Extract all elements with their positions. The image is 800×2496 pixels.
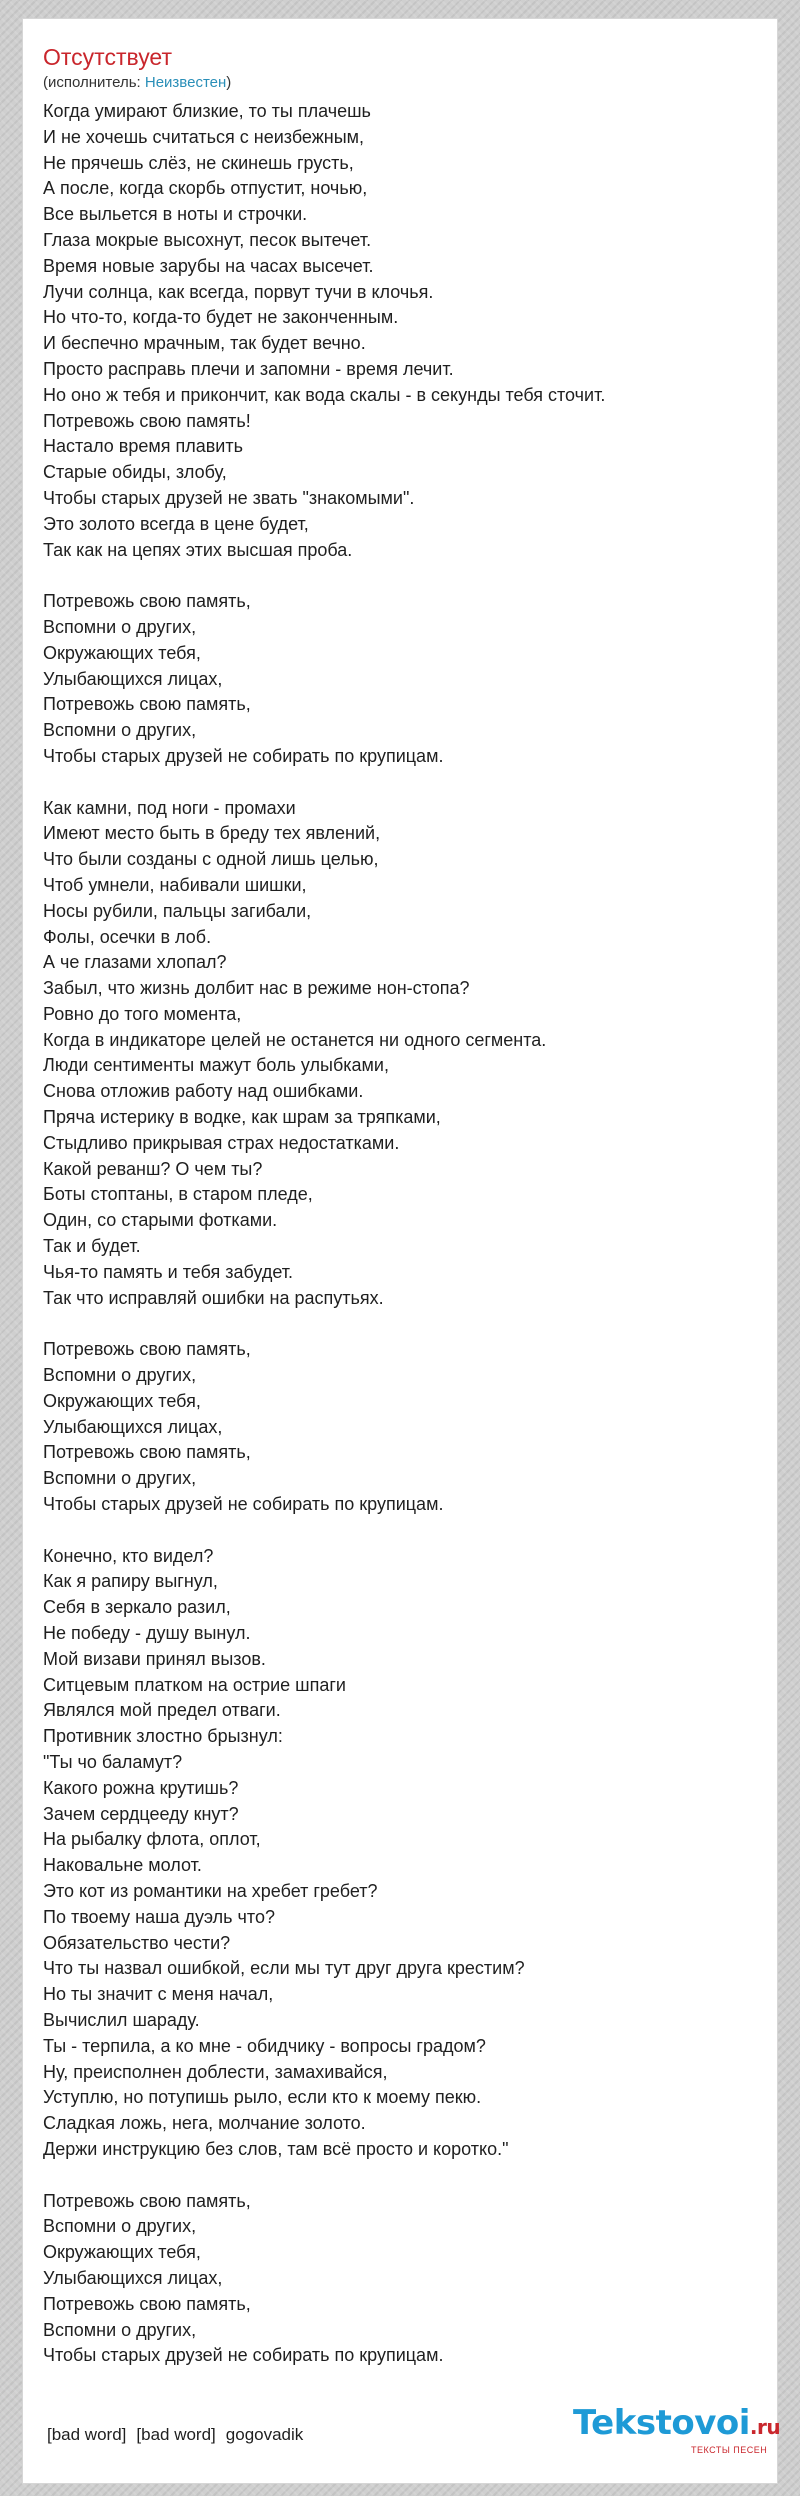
lyrics-line: А после, когда скорбь отпустит, ночью, — [43, 178, 368, 199]
lyrics-line: Наковальне молот. — [43, 1855, 202, 1876]
lyrics-line: Вспомни о других, — [43, 1365, 197, 1386]
lyrics-line: Это золото всегда в цене будет, — [43, 513, 309, 534]
lyrics-line: Старые обиды, злобу, — [43, 462, 227, 483]
lyrics-line: Конечно, кто видел? — [43, 1545, 214, 1566]
lyrics-line: Потревожь свою память, — [43, 2190, 251, 2211]
lyrics-line: Стыдливо прикрывая страх недостатками. — [43, 1132, 400, 1153]
lyrics-line: Настало время плавить — [43, 436, 243, 457]
tags-row — [47, 2423, 313, 2447]
lyrics-line: Чтоб умнели, набивали шишки, — [43, 874, 307, 895]
lyrics-line: На рыбалку флота, оплот, — [43, 1829, 261, 1850]
lyrics-line: По твоему наша дуэль что? — [43, 1906, 275, 1927]
lyrics-line: Уступлю, но потупишь рыло, если кто к моему пекю. — [43, 2087, 482, 2108]
lyrics-line: Зачем сердцееду кнут? — [43, 1803, 239, 1824]
lyrics-line: Но ты значит с меня начал, — [43, 1984, 274, 2005]
lyrics-line: Обязательство чести? — [43, 1932, 231, 1953]
logo-wordmark — [573, 2403, 780, 2443]
performer-link[interactable]: Неизвестен — [144, 74, 227, 91]
lyrics-line: Окружающих тебя, — [43, 2242, 201, 2263]
lyrics-line: Пряча истерику в водке, как шрам за тряпками, — [43, 1107, 441, 1128]
lyrics-line: А че глазами хлопал? — [43, 952, 227, 973]
lyrics-blank-line — [43, 563, 743, 589]
lyrics-blank-line — [43, 2163, 743, 2189]
lyrics-text — [43, 99, 743, 2369]
lyrics-line: Глаза мокрые высохнут, песок вытечет. — [43, 229, 372, 250]
lyrics-line: Но оно ж тебя и прикончит, как вода скалы - в секунды тебя сточит. — [43, 384, 606, 405]
lyrics-line: Что были созданы с одной лишь целью, — [43, 849, 379, 870]
performer-suffix: ) — [226, 74, 232, 91]
lyrics-line: Просто расправь плечи и запомни - время лечит. — [43, 358, 454, 379]
lyrics-line: Так как на цепях этих высшая проба. — [43, 539, 353, 560]
lyrics-card — [22, 18, 781, 2484]
lyrics-line: Сладкая ложь, нега, молчание золото. — [43, 2113, 366, 2134]
lyrics-line: Потревожь свою память, — [43, 1339, 251, 1360]
lyrics-line: Противник злостно брызнул: — [43, 1726, 283, 1747]
lyrics-line: Окружающих тебя, — [43, 1390, 201, 1411]
lyrics-line: Забыл, что жизнь долбит нас в режиме нон-стопа? — [43, 978, 470, 999]
lyrics-line: Чья-то память и тебя забудет. — [43, 1261, 293, 1282]
lyrics-line: Фолы, осечки в лоб. — [43, 926, 212, 947]
lyrics-line: Ситцевым платком на острие шпаги — [43, 1674, 346, 1695]
lyrics-line: "Ты чо баламут? — [43, 1752, 183, 1772]
lyrics-line: Ну, преисполнен доблести, замахивайся, — [43, 2061, 388, 2082]
lyrics-line: Потревожь свою память! — [43, 410, 251, 431]
lyrics-line: Улыбающихся лицах, — [43, 1416, 223, 1437]
logo-name: Tekstovoi — [573, 2403, 750, 2443]
lyrics-line: И не хочешь считаться с неизбежным, — [43, 126, 365, 147]
lyrics-line: Это кот из романтики на хребет гребет? — [43, 1880, 378, 1901]
lyrics-line: Вспомни о других, — [43, 1468, 197, 1489]
lyrics-line: Мой визави принял вызов. — [43, 1648, 266, 1669]
lyrics-line: Улыбающихся лицах, — [43, 668, 223, 689]
song-performer-line — [43, 73, 231, 93]
lyrics-line: Какой реванш? О чем ты? — [43, 1158, 263, 1179]
lyrics-line: Ты - терпила, а ко мне - обидчику - вопросы градом? — [43, 2035, 486, 2056]
lyrics-line: Потревожь свою память, — [43, 1442, 251, 1463]
lyrics-line: Какого рожна крутишь? — [43, 1777, 239, 1798]
lyrics-line: Потревожь свою память, — [43, 591, 251, 612]
lyrics-line: Ровно до того момента, — [43, 1003, 242, 1024]
lyrics-blank-line — [43, 1518, 743, 1544]
lyrics-line: И беспечно мрачным, так будет вечно. — [43, 333, 366, 354]
lyrics-line: Не победу - душу вынул. — [43, 1623, 251, 1644]
lyrics-line: Когда в индикаторе целей не останется ни одного сегмента. — [43, 1029, 547, 1050]
lyrics-line: Имеют место быть в бреду тех явлений, — [43, 823, 381, 844]
lyrics-line: Люди сентименты мажут боль улыбками, — [43, 1055, 389, 1076]
lyrics-line: Что ты назвал ошибкой, если мы тут друг друга крестим? — [43, 1958, 525, 1979]
lyrics-line: Чтобы старых друзей не собирать по крупицам. — [43, 2345, 444, 2366]
tag-item[interactable]: [bad word] — [47, 2425, 127, 2444]
tag-item[interactable]: [bad word] — [136, 2425, 216, 2444]
song-title: Отсутствует — [43, 44, 172, 70]
performer-prefix: (исполнитель: — [43, 74, 145, 91]
lyrics-line: Себя в зеркало разил, — [43, 1597, 231, 1618]
tag-item[interactable]: gogovadik — [225, 2425, 304, 2444]
lyrics-line: Все выльется в ноты и строчки. — [43, 204, 308, 225]
lyrics-line: Снова отложив работу над ошибками. — [43, 1081, 364, 1102]
logo-tld: .ru — [749, 2415, 781, 2439]
lyrics-line: Чтобы старых друзей не звать "знакомыми". — [43, 487, 415, 508]
lyrics-line: Когда умирают близкие, то ты плачешь — [43, 101, 371, 121]
lyrics-line: Чтобы старых друзей не собирать по крупицам. — [43, 745, 444, 766]
lyrics-line: Не прячешь слёз, не скинешь грусть, — [43, 152, 354, 173]
lyrics-line: Вспомни о других, — [43, 616, 197, 637]
lyrics-line: Но что-то, когда-то будет не законченным. — [43, 307, 399, 328]
lyrics-line: Боты стоптаны, в старом пледе, — [43, 1184, 313, 1205]
lyrics-blank-line — [43, 1311, 743, 1337]
lyrics-line: Лучи солнца, как всегда, порвут тучи в клочья. — [43, 281, 434, 302]
lyrics-line: Окружающих тебя, — [43, 642, 201, 663]
lyrics-line: Чтобы старых друзей не собирать по крупицам. — [43, 1494, 444, 1515]
lyrics-line: Потревожь свою память, — [43, 694, 251, 715]
lyrics-line: Вычислил шараду. — [43, 2009, 200, 2030]
lyrics-line: Как я рапиру выгнул, — [43, 1571, 218, 1592]
lyrics-line: Являлся мой предел отваги. — [43, 1700, 281, 1721]
lyrics-line: Улыбающихся лицах, — [43, 2267, 223, 2288]
lyrics-line: Так что исправляй ошибки на распутьях. — [43, 1287, 384, 1308]
logo-tagline: ТЕКСТЫ ПЕСЕН — [691, 2445, 768, 2455]
lyrics-line: Так и будет. — [43, 1236, 141, 1257]
lyrics-line: Один, со старыми фотками. — [43, 1210, 278, 1231]
lyrics-line: Как камни, под ноги - промахи — [43, 797, 296, 818]
lyrics-line: Держи инструкцию без слов, там всё просто и коротко." — [43, 2138, 509, 2159]
lyrics-blank-line — [43, 770, 743, 796]
lyrics-line: Потревожь свою память, — [43, 2293, 251, 2314]
lyrics-line: Вспомни о других, — [43, 720, 197, 741]
lyrics-line: Время новые зарубы на часах высечет. — [43, 255, 374, 276]
site-logo[interactable] — [563, 2403, 781, 2463]
lyrics-line: Вспомни о других, — [43, 2319, 197, 2340]
lyrics-line: Вспомни о других, — [43, 2216, 197, 2237]
lyrics-line: Носы рубили, пальцы загибали, — [43, 900, 312, 921]
